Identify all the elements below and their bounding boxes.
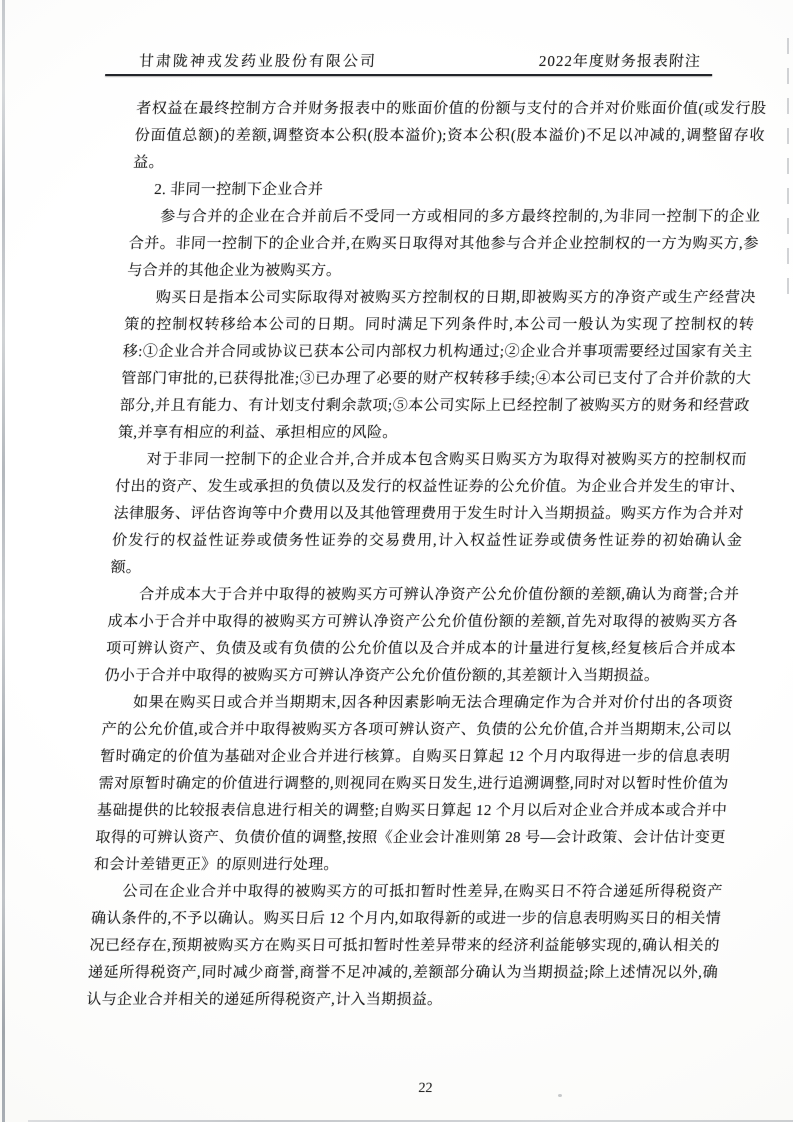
report-title: 2022年度财务报表附注 xyxy=(538,54,702,70)
paragraph-continuation: 者权益在最终控制方合并财务报表中的账面价值的份额与支付的合并对价账面价值(或发行股份面值总额)的差额,调整资本公积(股本溢价);资本公积(股本溢价)不足以冲减的,调整留存收益。 xyxy=(132,101,767,171)
document-sheet xyxy=(72,0,783,1122)
paragraph: 公司在企业合并中取得的被购买方的可抵扣暂时性差异,在购买日不符合递延所得税资产确认条件的,不予以确认。购买日后 12 个月内,如取得新的或进一步的信息表明购买日的相关情况已经存在,预期被购买方在购买日可抵扣暂时性差异带来的经济利益能够实现的,确认相关的递延所得税资产,同时减少商誉,商誉不足冲减的,差额部分确认为当期损益;除上述情况以外,确认与企业合并相关的递延所得税资产,计入当期损益。 xyxy=(86,884,723,1008)
page-header xyxy=(138,49,701,71)
document-body xyxy=(86,96,767,1014)
company-name: 甘肃陇神戎发药业股份有限公司 xyxy=(138,54,378,70)
scan-edge-artifact-left xyxy=(2,0,5,1122)
header-rule xyxy=(105,74,712,76)
paragraph: 如果在购买日或合并当期期末,因各种因素影响无法合理确定作为合并对价付出的各项资产的公允价值,或合并中取得被购买方各项可辨认资产、负债的公允价值,合并当期期末,公司以暂时确定的价值为基础对企业合并进行核算。自购买日算起 12 个月内取得进一步的信息表明需对原暂时确定的价值进行调整的,则视同在购买日发生,进行追溯调整,同时对以暂时性价值为基础提供的比较报表信息进行相关的调整;自购买日算起 12 个月以后对企业合并成本或合并中取得的可辨认资产、负债价值的调整,按照《企业会计准则第 28 号—会计政策、会计估计变更和会计差错更正》的原则进行处理。 xyxy=(93,695,734,873)
paragraph: 合并成本大于合并中取得的被购买方可辨认净资产公允价值份额的差额,确认为商誉;合并成本小于合并中取得的被购买方可辨认净资产公允价值份额的差额,首先对取得的被购买方各项可辨认资产、负债及或有负债的公允价值以及合并成本的计量进行复核,经复核后合并成本仍小于合并中取得的被购买方可辨认净资产公允价值份额的,其差额计入当期损益。 xyxy=(104,587,740,684)
scan-edge-artifact-right xyxy=(787,38,789,308)
paragraph: 参与合并的企业在合并前后不受同一方或相同的多方最终控制的,为非同一控制下的企业合并。非同一控制下的企业合并,在购买日取得对其他参与合并企业控制权的一方为购买方,参与合并的其他企业为被购买方。 xyxy=(126,209,761,279)
paragraph: 购买日是指本公司实际取得对被购买方控制权的日期,即被购买方的净资产或生产经营决策的控制权转移给本公司的日期。同时满足下列条件时,本公司一般认为实现了控制权的转移:①企业合并合同或协议已获本公司内部权力机构通过;②企业合并事项需要经过国家有关主管部门审批的,已获得批准;③已办理了必要的财产权转移手续;④本公司已支付了合并价款的大部分,并且有能力、有计划支付剩余款项;⑤本公司实际上已经控制了被购买方的财务和经营政策,并享有相应的利益、承担相应的风险。 xyxy=(117,290,757,441)
section-heading-non-common-control-merger: 2. 非同一控制下企业合并 xyxy=(153,182,324,198)
page-number: 22 xyxy=(418,1081,433,1096)
paragraph: 对于非同一控制下的企业合并,合并成本包含购买日购买方为取得对被购买方的控制权而付出的资产、发生或承担的负债以及发行的权益性证券的公允价值。为企业合并发生的审计、法律服务、评估咨询等中介费用以及其他管理费用于发生时计入当期损益。购买方作为合并对价发行的权益性证券或债务性证券的交易费用,计入权益性证券或债务性证券的初始确认金额。 xyxy=(110,452,748,576)
